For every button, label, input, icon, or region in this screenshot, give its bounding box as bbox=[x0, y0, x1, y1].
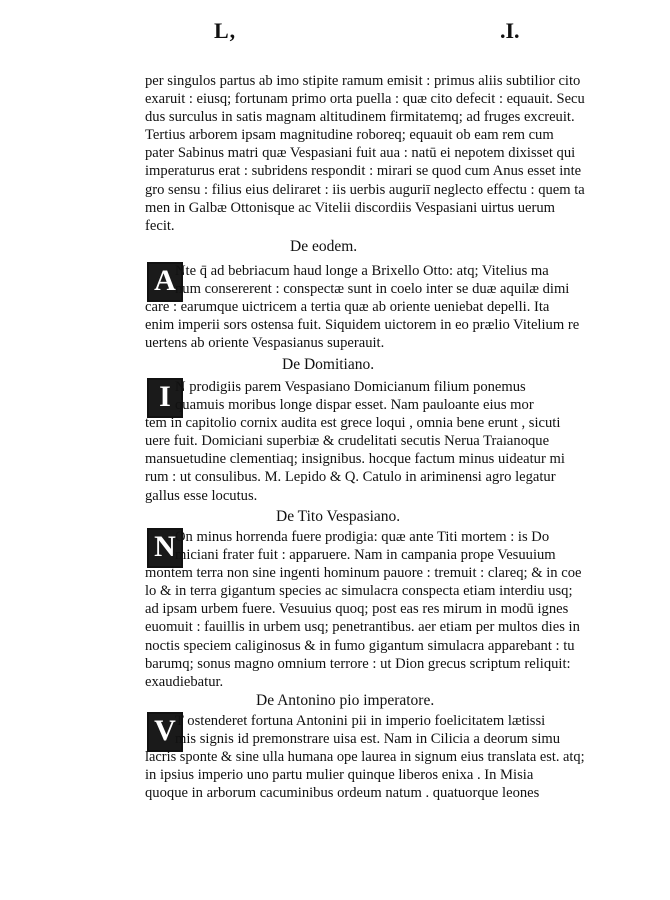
text-line: fecit. bbox=[145, 217, 175, 234]
text-line: gallus esse locutus. bbox=[145, 487, 258, 504]
text-line: dus surculus in satis magnam altitudinem firmitatemq; ad fruges excreuit. bbox=[145, 109, 575, 126]
text-line: care : earumque uictricem a tertia quæ ab oriente ueniebat depelli. Ita bbox=[145, 299, 550, 316]
illuminated-initial-n: N bbox=[147, 528, 183, 568]
text-line: exaudiebatur. bbox=[145, 673, 224, 690]
text-line: quoque in arborum cacuminibus ordeum natum . quatuorque leones bbox=[145, 785, 540, 802]
text-line: T ostenderet fortuna Antonini pii in imperio foelicitatem lætissi bbox=[175, 713, 546, 729]
text-line: num consererent : conspectæ sunt in coelo inter se duæ aquilæ dimi bbox=[175, 281, 570, 298]
text-line: enim imperii sors ostensa fuit. Siquidem uictorem in eo prælio Vitelium re bbox=[145, 317, 580, 334]
text-line: exaruit : eiusq; fortunam primo orta puella : quæ cito defecit : equauit. Secu bbox=[145, 91, 585, 108]
text-line: montem terra non sine ingenti hominum pauore : tremuit : clareq; & in coe bbox=[145, 565, 582, 582]
text-line: barumq; sonus magno omnium terrore : ut Dion grecus scriptum reliquit: bbox=[145, 655, 571, 672]
section-de-eodem-text bbox=[145, 262, 585, 352]
text-line: lacris sponte & sine ulla humana ope laurea in signum eius translata est. atq; bbox=[145, 749, 585, 766]
text-line: mansuetudine clementiaq; insignibus. hocque factum minus uideatur mi bbox=[145, 451, 565, 468]
text-line: tem in capitolio cornix audita est grece loqui , omnia bene erunt , sicuti bbox=[145, 415, 561, 432]
page-header-right: .I. bbox=[500, 18, 520, 43]
section-heading-de-antonino-pio: De Antonino pio imperatore. bbox=[256, 692, 435, 709]
text-line: ad ipsam urbem fuere. Vesuuius quoq; post eas res mirum in modū ignes bbox=[145, 601, 569, 618]
text-line: mis signis id premonstrare uisa est. Nam in Cilicia a deorum simu bbox=[175, 731, 561, 748]
text-line: men in Galbæ Ottonisque ac Vitelii discordiis Vespasiani uirtus uerum bbox=[145, 199, 555, 216]
text-line: gro sensu : filius eius deliraret : iis uerbis auguriī neglecto effectu : quem ta bbox=[145, 181, 585, 198]
text-line: lo & in terra gigantum species ac simulacra conspecta etiam interdiu usq; bbox=[145, 583, 573, 600]
illuminated-initial-v: V bbox=[147, 712, 183, 752]
text-line: in ipsius imperio uno partu mulier quinque liberos enixa . In Misia bbox=[145, 767, 534, 784]
section-heading-de-domitiano: De Domitiano. bbox=[282, 356, 375, 373]
section-heading-de-tito-vespasiano: De Tito Vespasiano. bbox=[276, 508, 401, 525]
section-heading-de-eodem: De eodem. bbox=[290, 238, 358, 255]
text-line: imperaturus erat : subridens respondit : mirari se quod cum Anus esset inte bbox=[145, 163, 582, 180]
text-line: Nte q̄ ad bebriacum haud longe a Brixello Otto: atq; Vitelius ma bbox=[175, 263, 549, 279]
section-de-domitiano-text bbox=[145, 378, 585, 505]
text-line: per singulos partus ab imo stipite ramum emisit : primus aliis subtilior cito bbox=[145, 73, 581, 89]
section-de-antonino-pio-text bbox=[145, 712, 585, 802]
text-line: On minus horrenda fuere prodigia: quæ ante Titi mortem : is Do bbox=[175, 529, 550, 545]
text-line: noctis speciem caliginosus & in fumo gigantum simulacra apparebant : tu bbox=[145, 637, 575, 654]
text-line: rum : ut consulibus. M. Lepido & Q. Catulo in ariminensi agro legatur bbox=[145, 469, 556, 486]
text-line: pater Sabinus matri quæ Vespasiani fuit aua : natū ei nepotem dixisset qui bbox=[145, 145, 576, 162]
text-line: quamuis moribus longe dispar esset. Nam pauloante eius mor bbox=[175, 397, 534, 414]
text-line: uertens ab oriente Vespasianus superauit. bbox=[145, 335, 385, 352]
section-de-tito-vespasiano-text bbox=[145, 528, 585, 691]
illuminated-initial-a: A bbox=[147, 262, 183, 302]
text-line: uere fuit. Domiciani superbiæ & crudelitati secutis Nerua Traianoque bbox=[145, 433, 550, 450]
text-line: N prodigiis parem Vespasiano Domicianum filium ponemus bbox=[175, 379, 526, 395]
page-header-left: L, bbox=[214, 18, 237, 43]
text-line: euomuit : fauillis in urbem usq; penetrantibus. aer etiam per multos dies in bbox=[145, 619, 580, 636]
illuminated-initial-i: I bbox=[147, 378, 183, 418]
text-line: miciani frater fuit : apparuere. Nam in campania prope Vesuuium bbox=[175, 547, 556, 564]
text-line: Tertius arborem ipsam magnitudine roboreq; equauit ob eam rem cum bbox=[145, 127, 554, 144]
intro-paragraph bbox=[145, 72, 585, 235]
